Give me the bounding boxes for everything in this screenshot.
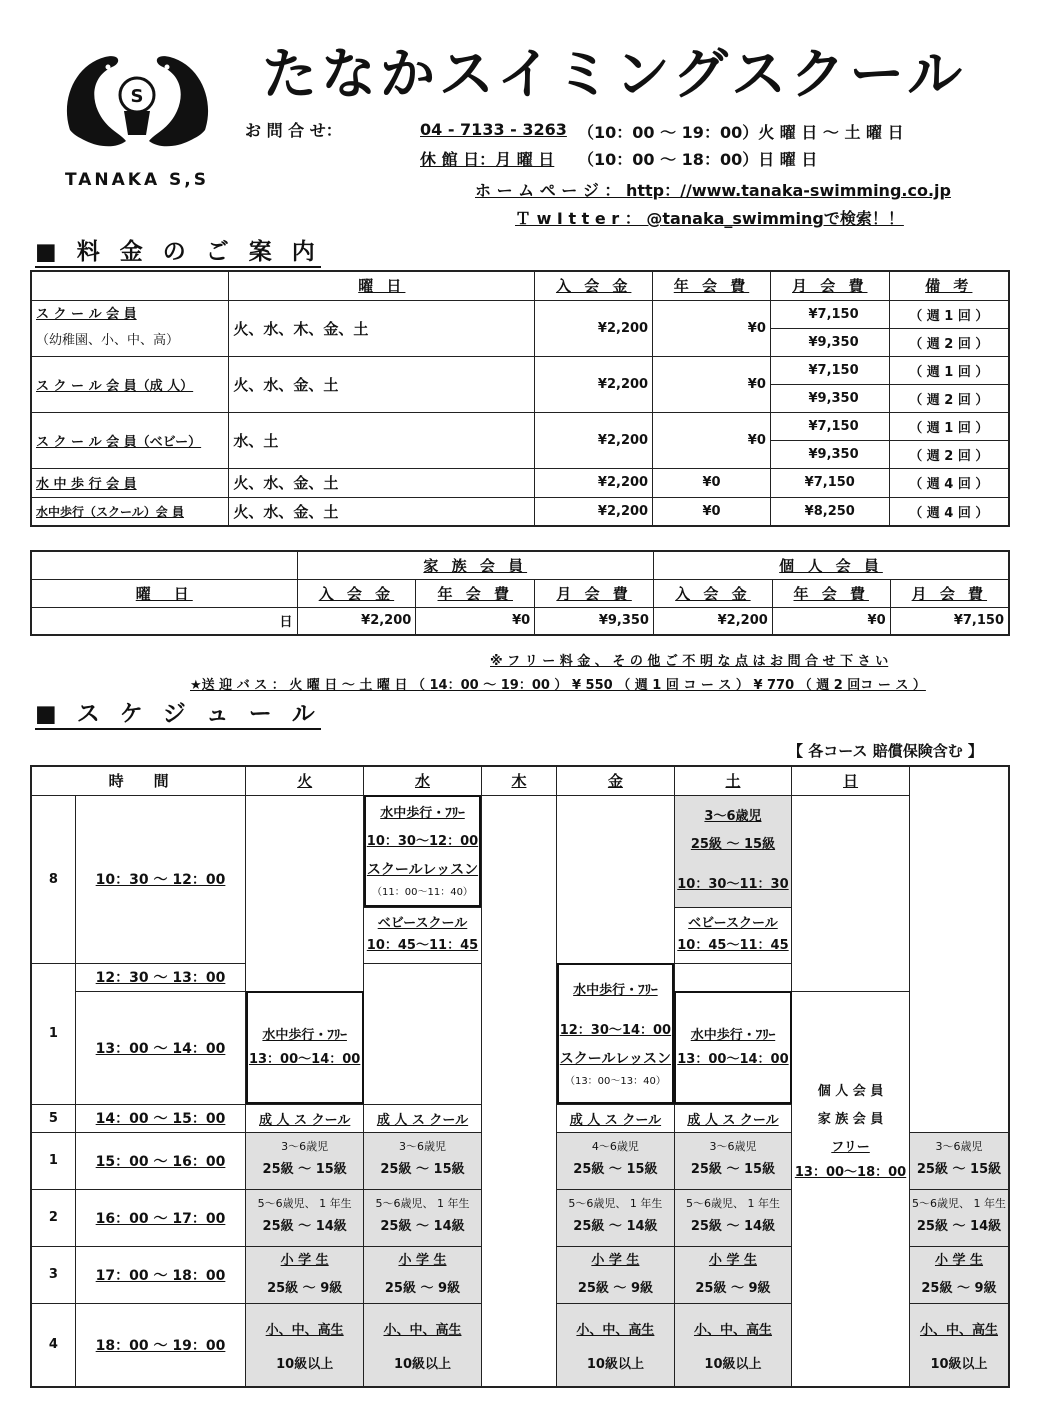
fee-row-entry: ¥2,200	[535, 468, 653, 497]
fee-row-note: （ 週 1 回 ）	[889, 412, 1009, 440]
fee-row-entry: ¥2,200	[535, 300, 653, 356]
cell-level: 25級 〜 9級	[695, 1280, 771, 1296]
cell-level: 25級 〜 9級	[267, 1280, 343, 1296]
cell-time: 10：30〜12：00	[366, 834, 479, 849]
fee-row-name: ス ク ー ル 会 員（ベビー）	[31, 412, 229, 468]
cell-title: 小、中、高生	[383, 1322, 462, 1338]
cell-level: 25級 〜 9級	[577, 1280, 654, 1296]
fri-adult-school: 成 人 ス クール	[557, 1104, 675, 1132]
fees-table	[30, 270, 1010, 527]
cell-lesson-time: （11：00〜11：40）	[372, 887, 473, 898]
cell-title: フリー	[831, 1139, 870, 1155]
day-sat: 土	[674, 766, 791, 795]
fee-row-monthly: ¥8,250	[770, 497, 889, 526]
cell-title: 3〜6歳児	[398, 1139, 446, 1153]
schedule-table	[30, 765, 1010, 1388]
sat-adult-school: 成 人 ス クール	[674, 1104, 791, 1132]
personal-annual-header: 年 会 費	[772, 579, 890, 607]
thu-kids-class	[557, 1189, 675, 1246]
family-day: 日	[31, 607, 297, 635]
cell-title: 小 学 生	[934, 1252, 984, 1268]
fee-row-days: 火、水、金、土	[229, 497, 535, 526]
sat-elem-class	[910, 1246, 1010, 1303]
fee-row-annual: ¥0	[653, 356, 771, 412]
time-slot: 14：00 〜 15：00	[75, 1104, 245, 1132]
day-thu: 木	[481, 766, 556, 795]
fee-row-name: ス ク ー ル 会 員	[36, 307, 137, 322]
sat-water-walk-cell	[674, 991, 791, 1104]
day-fri: 金	[557, 766, 675, 795]
cell-title: 小、中、高生	[265, 1322, 344, 1338]
table-row	[31, 356, 1009, 384]
cell-title: 3〜6歳児	[709, 1139, 757, 1153]
fee-row-entry: ¥2,200	[535, 497, 653, 526]
cell-title: 5〜6歳児、 1 年生	[568, 1196, 663, 1210]
cell-lesson: スクールレッスン	[559, 1050, 672, 1067]
time-slot: 12：30 〜 13：00	[75, 963, 245, 991]
personal-entry-header: 入 会 金	[653, 579, 772, 607]
family-annual: ¥0	[416, 607, 535, 635]
cell-level: 10級以上	[704, 1356, 762, 1372]
fri-upper-class	[674, 1303, 791, 1387]
tue-kids-class	[246, 1132, 364, 1189]
personal-annual: ¥0	[772, 607, 890, 635]
cell-level: 25級 〜 15級	[916, 1161, 1002, 1177]
time-slot: 16：00 〜 17：00	[75, 1189, 245, 1246]
cell-level: 25級 〜 15級	[573, 1161, 658, 1177]
cell-lesson: スクールレッスン	[366, 862, 479, 878]
fee-row-annual: ¥0	[653, 412, 771, 468]
cell-title: 個 人 会 員	[817, 1083, 884, 1099]
cell-title: ベビースクール	[377, 916, 468, 931]
cell-level: 25級 〜 15級	[262, 1161, 347, 1177]
fee-row-annual: ¥0	[653, 497, 771, 526]
fee-row-monthly: ¥7,150	[770, 468, 889, 497]
cell-time: 13：00〜14：00	[677, 1051, 789, 1067]
cell-level: 10級以上	[930, 1356, 988, 1372]
fees-header-entry: 入 会 金	[535, 271, 653, 300]
cell-title: 小 学 生	[280, 1252, 329, 1268]
cell-title: 5〜6歳児、 1 年生	[912, 1196, 1006, 1210]
cell-title: 水中歩行・ﾌﾘｰ	[573, 982, 658, 998]
family-monthly-header: 月 会 費	[535, 579, 654, 607]
fee-row-name: 水中歩行（スクール）会 員	[31, 497, 229, 526]
period-number: 1	[31, 963, 75, 1104]
schedule-section-title: ■ ス ケ ジ ュ ー ル	[35, 700, 321, 730]
period-number: 2	[31, 1189, 75, 1246]
tue-water-walk-cell	[246, 991, 364, 1104]
sat-kids-class	[910, 1189, 1010, 1246]
sat-kids-cell	[674, 795, 791, 907]
cell-title: 小、中、高生	[576, 1322, 655, 1338]
bus-note: ★送 迎 バ ス ： 火 曜 日 〜 土 曜 日 （ 14：00 〜 19：00 ） ¥ 550 （ 週 1 回 コ ー ス ） ¥ 770 （ 週 2 回コ ー ス ）	[190, 678, 926, 693]
family-entry: ¥2,200	[297, 607, 416, 635]
wed-adult-school: 成 人 ス クール	[364, 1104, 482, 1132]
cell-level: 10級以上	[393, 1356, 452, 1372]
svg-text:S: S	[130, 86, 144, 107]
tue-adult-school: 成 人 ス クール	[246, 1104, 364, 1132]
period-number: 3	[31, 1246, 75, 1303]
fee-row-note: （ 週 2 回 ）	[889, 440, 1009, 468]
insurance-note: 【 各コース 賠償保険含む 】	[788, 742, 983, 760]
cell-title: 小 学 生	[398, 1252, 447, 1268]
dolphin-logo	[50, 45, 225, 195]
fee-row-annual: ¥0	[653, 300, 771, 356]
cell-time: 10：45〜11：45	[677, 938, 789, 953]
sat-baby-school	[674, 907, 791, 963]
fees-header-annual: 年 会 費	[653, 271, 771, 300]
time-slot: 15：00 〜 16：00	[75, 1132, 245, 1189]
day-tue: 火	[246, 766, 364, 795]
fees-header-monthly: 月 会 費	[770, 271, 889, 300]
wed-upper-class	[364, 1303, 482, 1387]
cell-title: 家 族 会 員	[817, 1111, 884, 1127]
table-row	[31, 497, 1009, 526]
fee-row-note: （ 週 2 回 ）	[889, 328, 1009, 356]
wed-noon-empty	[364, 963, 482, 1104]
cell-level: 25級 〜 14級	[573, 1218, 658, 1234]
fee-row-days: 水、土	[229, 412, 535, 468]
cell-lesson-time: （13：00〜13：40）	[564, 1075, 666, 1087]
cell-level: 25級 〜 15級	[380, 1161, 465, 1177]
cell-level: 25級 〜 15級	[690, 1161, 776, 1177]
fee-row-sub: （幼稚園、小、中、高）	[36, 333, 180, 348]
cell-level: 25級 〜 14級	[262, 1218, 347, 1234]
svg-text:TANAKA S,S: TANAKA S,S	[64, 170, 210, 190]
cell-level: 25級 〜 14級	[380, 1218, 465, 1234]
fee-row-monthly: ¥9,350	[770, 384, 889, 412]
fri-kids-class	[674, 1132, 791, 1189]
fri-kids-class	[674, 1189, 791, 1246]
period-number: 5	[31, 1104, 75, 1132]
tue-elem-class	[246, 1246, 364, 1303]
day-wed: 水	[364, 766, 482, 795]
cell-time: 12：30〜14：00	[559, 1022, 672, 1038]
fee-row-name: 水 中 歩 行 会 員	[31, 468, 229, 497]
twitter-link[interactable]: Ｔ w I t t e r ： @tanaka_swimmingで検索！！	[515, 209, 904, 228]
sat-kids-class	[910, 1132, 1010, 1189]
fees-section-title: ■ 料 金 の ご 案 内	[35, 238, 321, 268]
table-row	[31, 412, 1009, 440]
personal-monthly: ¥7,150	[890, 607, 1009, 635]
fri-elem-class	[674, 1246, 791, 1303]
contact-label: お 問 合 せ：	[245, 121, 342, 140]
time-slot: 17：00 〜 18：00	[75, 1246, 245, 1303]
personal-entry: ¥2,200	[653, 607, 772, 635]
cell-title: 水中歩行・ﾌﾘｰ	[262, 1027, 347, 1043]
cell-title: ベビースクール	[688, 916, 778, 931]
cell-title: 3〜6歳児	[281, 1139, 329, 1153]
time-slot: 13：00 〜 14：00	[75, 991, 245, 1104]
cell-level: 25級 〜 9級	[384, 1280, 461, 1296]
family-member-header: 家 族 会 員	[297, 551, 653, 579]
wed-elem-class	[364, 1246, 482, 1303]
sat-noon-empty	[674, 963, 791, 991]
sun-morning-empty	[792, 795, 910, 991]
wed-kids-class	[364, 1189, 482, 1246]
tue-kids-class	[246, 1189, 364, 1246]
free-fee-note: ※ フ リ ー 料 金 、 そ の 他 ご 不 明 な 点 は お 問 合 せ 下 さ い	[490, 654, 889, 669]
tue-morning-empty	[246, 795, 364, 991]
fees-header-days: 曜 日	[229, 271, 535, 300]
cell-title: 4〜6歳児	[591, 1139, 639, 1153]
thu-upper-class	[557, 1303, 675, 1387]
thu-elem-class	[557, 1246, 675, 1303]
page-title: たなかスイミングスクール	[262, 42, 967, 106]
personal-member-header: 個 人 会 員	[653, 551, 1009, 579]
wed-kids-class	[364, 1132, 482, 1189]
cell-title: 水中歩行・ﾌﾘｰ	[690, 1027, 776, 1043]
cell-title: 5〜6歳児、 1 年生	[257, 1196, 352, 1210]
thu-empty	[481, 795, 556, 1387]
day-sun: 日	[792, 766, 910, 795]
period-number: 1	[31, 1132, 75, 1189]
fee-row-monthly: ¥7,150	[770, 412, 889, 440]
cell-level: 25級 〜 14級	[916, 1218, 1002, 1234]
sat-upper-class	[910, 1303, 1010, 1387]
cell-time: 10：30〜11：30	[677, 877, 789, 892]
tue-upper-class	[246, 1303, 364, 1387]
cell-title: 小、中、高生	[919, 1322, 998, 1338]
cell-title: 5〜6歳児、 1 年生	[375, 1196, 470, 1210]
table-row	[31, 468, 1009, 497]
period-number: 4	[31, 1303, 75, 1387]
period-number: 8	[31, 795, 75, 963]
fee-row-entry: ¥2,200	[535, 412, 653, 468]
fee-row-monthly: ¥9,350	[770, 440, 889, 468]
cell-title: 3〜6歳児	[935, 1139, 983, 1153]
weekday-hours: （10：00 〜 19：00）火 曜 日 〜 土 曜 日	[578, 123, 904, 142]
family-entry-header: 入 会 金	[297, 579, 416, 607]
time-slot: 18：00 〜 19：00	[75, 1303, 245, 1387]
time-slot: 10：30 〜 12：00	[75, 795, 245, 963]
time-header: 時 間	[31, 766, 246, 795]
thu-kids-class	[557, 1132, 675, 1189]
wed-water-walk-cell	[364, 795, 482, 907]
cell-title: 小、中、高生	[693, 1322, 772, 1338]
cell-title: 小 学 生	[591, 1252, 640, 1268]
fee-row-note: （ 週 1 回 ）	[889, 300, 1009, 328]
fee-row-days: 火、水、金、土	[229, 468, 535, 497]
cell-time: 13：00〜14：00	[248, 1051, 361, 1067]
fee-row-monthly: ¥7,150	[770, 300, 889, 328]
cell-title: 水中歩行・ﾌﾘｰ	[380, 806, 465, 821]
fee-row-days: 火、水、金、土	[229, 356, 535, 412]
fee-row-note: （ 週 2 回 ）	[889, 384, 1009, 412]
cell-level: 25級 〜 9級	[921, 1280, 997, 1296]
fee-row-name: ス ク ー ル 会 員（成 人）	[31, 356, 229, 412]
wed-baby-school	[364, 907, 482, 963]
table-row	[31, 300, 1009, 328]
family-annual-header: 年 会 費	[416, 579, 535, 607]
cell-time: 10：45〜11：45	[366, 938, 479, 953]
fri-morning-empty	[557, 795, 675, 963]
cell-level: 10級以上	[586, 1356, 644, 1372]
cell-level: 10級以上	[276, 1356, 334, 1372]
table-row	[31, 607, 1009, 635]
family-fees-table	[30, 550, 1010, 636]
family-day-header: 曜 日	[31, 579, 297, 607]
family-monthly: ¥9,350	[535, 607, 654, 635]
fees-header-notes: 備 考	[889, 271, 1009, 300]
cell-title: 5〜6歳児、 1 年生	[685, 1196, 780, 1210]
sunday-hours: （10：00 〜 18：00）日 曜 日	[578, 150, 818, 169]
fee-row-note: （ 週 1 回 ）	[889, 356, 1009, 384]
personal-monthly-header: 月 会 費	[890, 579, 1009, 607]
cell-level: 25級 〜 14級	[690, 1218, 776, 1234]
cell-title: 3〜6歳児	[704, 809, 762, 824]
phone-number[interactable]: 04 - 7133 - 3263	[420, 120, 567, 139]
fee-row-annual: ¥0	[653, 468, 771, 497]
homepage-link[interactable]: ホ ー ム ペ ー ジ ： http：//www.tanaka-swimming.co.jp	[475, 181, 951, 200]
cell-time: 13：00〜18：00	[794, 1164, 907, 1180]
fee-row-monthly: ¥9,350	[770, 328, 889, 356]
fee-row-note: （ 週 4 回 ）	[889, 497, 1009, 526]
fee-row-entry: ¥2,200	[535, 356, 653, 412]
fee-row-monthly: ¥7,150	[770, 356, 889, 384]
cell-title: 小 学 生	[708, 1252, 757, 1268]
closed-day: 休 館 日：月 曜 日	[420, 150, 555, 169]
fri-water-walk-cell	[557, 963, 675, 1104]
sun-free-cell	[792, 991, 910, 1387]
cell-level: 25級 〜 15級	[690, 837, 776, 852]
fee-row-days: 火、水、木、金、土	[229, 300, 535, 356]
fee-row-note: （ 週 4 回 ）	[889, 468, 1009, 497]
